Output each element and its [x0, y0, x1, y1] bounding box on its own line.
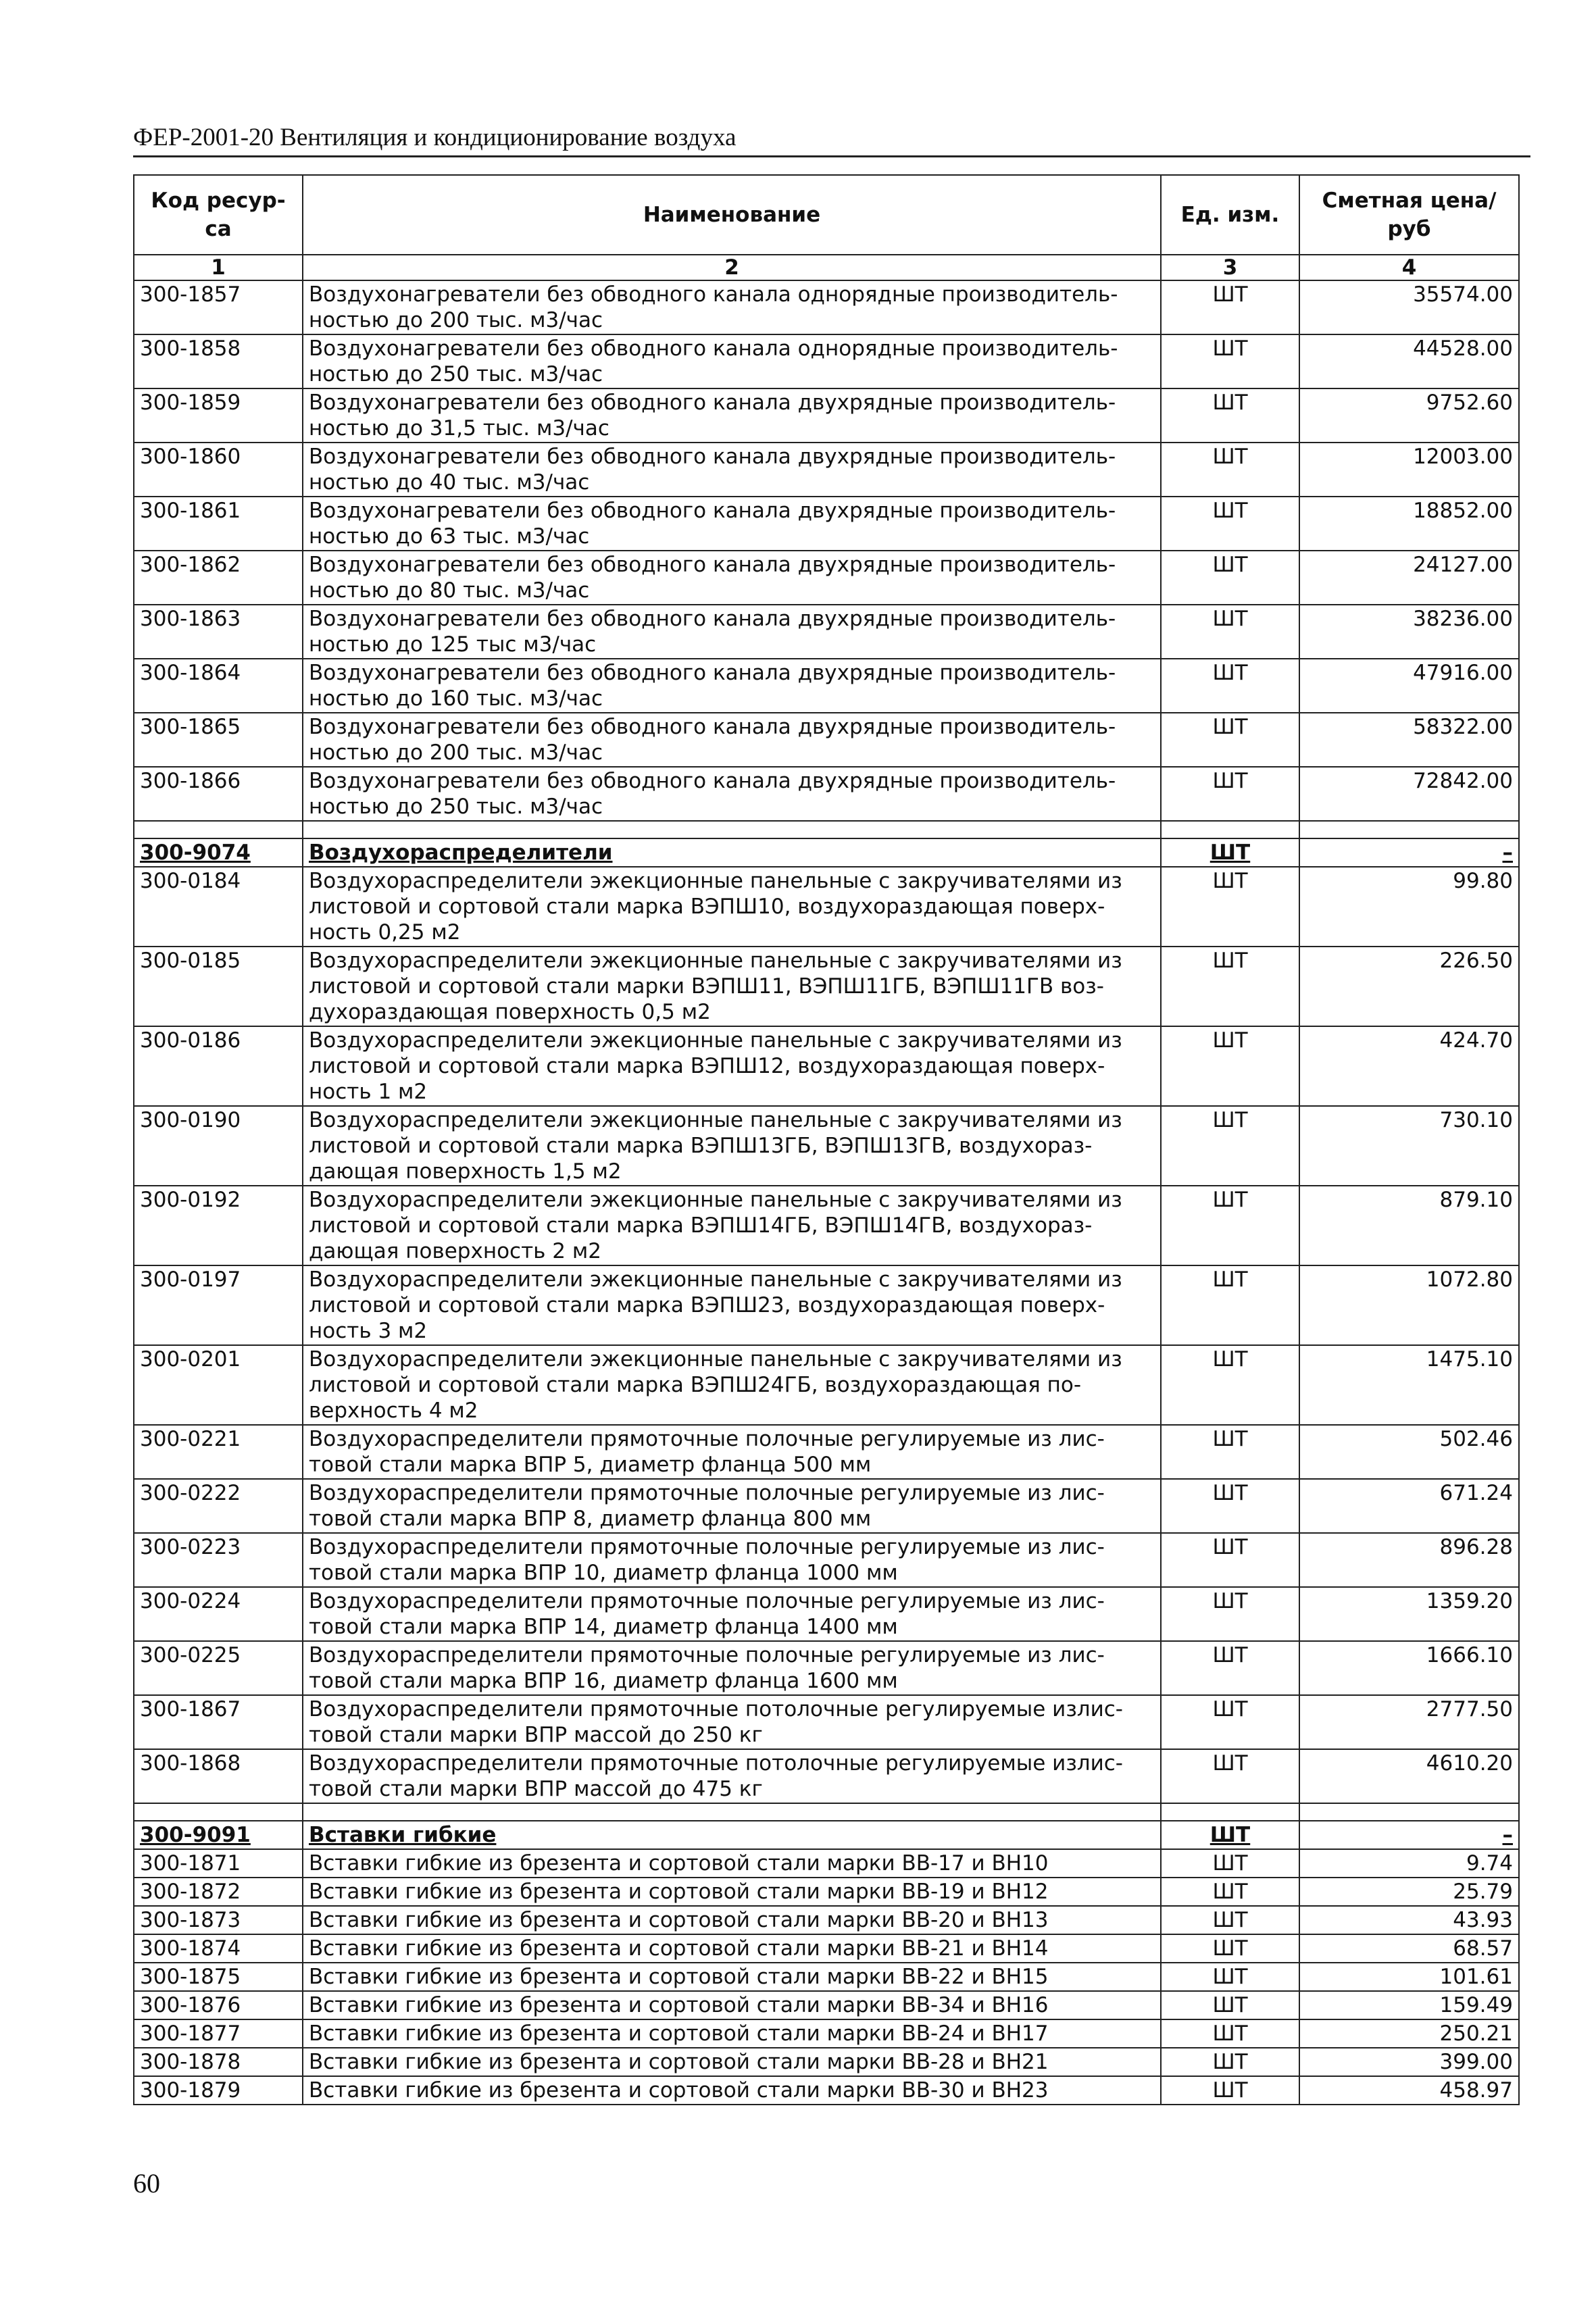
table-row [134, 388, 1519, 443]
unit-cell: ШТ [1161, 947, 1299, 1026]
unit-cell: ШТ [1161, 1878, 1299, 1906]
unit-cell: ШТ [1161, 388, 1299, 443]
code-cell: 300-0197 [134, 1265, 303, 1345]
name-cell: Воздухонагреватели без обводного канала двухрядные производитель-ностью до 31,5 тыс. м3/час [303, 388, 1161, 443]
page-number: 60 [133, 2168, 160, 2198]
group-row [134, 838, 1519, 867]
price-cell: 4610.20 [1299, 1749, 1519, 1803]
code-cell: 300-1857 [134, 280, 303, 334]
name-cell: Вставки гибкие из брезента и сортовой стали марки ВВ-22 и ВН15 [303, 1963, 1161, 1991]
spacer-cell [303, 1803, 1161, 1821]
table-body [134, 280, 1519, 2105]
unit-cell: ШТ [1161, 867, 1299, 947]
unit-cell: ШТ [1161, 1345, 1299, 1425]
table-row [134, 767, 1519, 821]
name-cell: Воздухонагреватели без обводного канала однорядные производитель-ностью до 250 тыс. м3/час [303, 334, 1161, 388]
table-row [134, 947, 1519, 1026]
unit-cell: ШТ [1161, 2048, 1299, 2076]
unit-cell: ШТ [1161, 1695, 1299, 1749]
running-head: ФЕР-2001-20 Вентиляция и кондиционирование воздуха [133, 122, 1530, 157]
unit-cell: ШТ [1161, 280, 1299, 334]
name-cell: Воздухораспределители эжекционные панельные с закручивателями из листовой и сортовой стали марка ВЭПШ23, воздухораздающая поверх-ность 3 м2 [303, 1265, 1161, 1345]
code-cell: 300-0222 [134, 1479, 303, 1533]
unit-cell: ШТ [1161, 1963, 1299, 1991]
spacer-cell [134, 1803, 303, 1821]
name-cell: Вставки гибкие из брезента и сортовой стали марки ВВ-24 и ВН17 [303, 2019, 1161, 2048]
unit-cell: ШТ [1161, 838, 1299, 867]
name-cell: Воздухораспределители прямоточные полочные регулируемые из лис-товой стали марка ВПР 16, диаметр фланца 1600 мм [303, 1641, 1161, 1695]
unit-cell: ШТ [1161, 334, 1299, 388]
name-cell: Воздухораспределители прямоточные потолочные регулируемые излис-товой стали марки ВПР массой до 475 кг [303, 1749, 1161, 1803]
code-cell: 300-1876 [134, 1991, 303, 2019]
name-cell: Воздухонагреватели без обводного канала двухрядные производитель-ностью до 125 тыс м3/час [303, 605, 1161, 659]
name-cell: Воздухораспределители прямоточные полочные регулируемые из лис-товой стали марка ВПР 8, диаметр фланца 800 мм [303, 1479, 1161, 1533]
table-row [134, 1991, 1519, 2019]
price-cell: 896.28 [1299, 1533, 1519, 1587]
table-row [134, 1479, 1519, 1533]
unit-cell: ШТ [1161, 1479, 1299, 1533]
spacer-cell [1161, 1803, 1299, 1821]
header-price: Сметная цена/руб [1299, 175, 1519, 255]
name-cell: Воздухораспределители прямоточные полочные регулируемые из лис-товой стали марка ВПР 10, диаметр фланца 1000 мм [303, 1533, 1161, 1587]
header-unit: Ед. изм. [1161, 175, 1299, 255]
code-cell: 300-0186 [134, 1026, 303, 1106]
price-cell: 101.61 [1299, 1963, 1519, 1991]
price-cell: 2777.50 [1299, 1695, 1519, 1749]
price-cell: 25.79 [1299, 1878, 1519, 1906]
price-cell: 47916.00 [1299, 659, 1519, 713]
code-cell: 300-1877 [134, 2019, 303, 2048]
price-cell: 9752.60 [1299, 388, 1519, 443]
name-cell: Вставки гибкие из брезента и сортовой стали марки ВВ-20 и ВН13 [303, 1906, 1161, 1934]
table-row [134, 1906, 1519, 1934]
name-cell: Воздухораспределители эжекционные панельные с закручивателями из листовой и сортовой стали марка ВЭПШ13ГБ, ВЭПШ13ГВ, воздухораз-дающая поверхность 1,5 м2 [303, 1106, 1161, 1186]
price-cell: 12003.00 [1299, 443, 1519, 497]
table-row [134, 1695, 1519, 1749]
price-cell: 99.80 [1299, 867, 1519, 947]
table-row [134, 443, 1519, 497]
price-cell: 730.10 [1299, 1106, 1519, 1186]
unit-cell: ШТ [1161, 1991, 1299, 2019]
unit-cell: ШТ [1161, 1106, 1299, 1186]
unit-cell: ШТ [1161, 443, 1299, 497]
table-row [134, 1533, 1519, 1587]
price-cell: 399.00 [1299, 2048, 1519, 2076]
code-cell: 300-1862 [134, 551, 303, 605]
code-cell: 300-0221 [134, 1425, 303, 1479]
unit-cell: ШТ [1161, 1849, 1299, 1878]
code-cell: 300-1867 [134, 1695, 303, 1749]
unit-cell: ШТ [1161, 1425, 1299, 1479]
code-cell: 300-1878 [134, 2048, 303, 2076]
unit-cell: ШТ [1161, 1641, 1299, 1695]
name-cell: Воздухонагреватели без обводного канала двухрядные производитель-ностью до 200 тыс. м3/час [303, 713, 1161, 767]
unit-cell: ШТ [1161, 2019, 1299, 2048]
price-cell: 250.21 [1299, 2019, 1519, 2048]
name-cell: Воздухонагреватели без обводного канала двухрядные производитель-ностью до 80 тыс. м3/час [303, 551, 1161, 605]
price-cell: 458.97 [1299, 2076, 1519, 2105]
code-cell: 300-0223 [134, 1533, 303, 1587]
unit-cell: ШТ [1161, 1186, 1299, 1265]
header-name: Наименование [303, 175, 1161, 255]
spacer-cell [1299, 1803, 1519, 1821]
price-cell: 1359.20 [1299, 1587, 1519, 1641]
code-cell: 300-0192 [134, 1186, 303, 1265]
table-row [134, 1749, 1519, 1803]
spacer-row [134, 821, 1519, 838]
unit-cell: ШТ [1161, 767, 1299, 821]
code-cell: 300-0190 [134, 1106, 303, 1186]
code-cell: 300-0184 [134, 867, 303, 947]
price-cell: 226.50 [1299, 947, 1519, 1026]
name-cell: Вставки гибкие из брезента и сортовой стали марки ВВ-19 и ВН12 [303, 1878, 1161, 1906]
code-cell: 300-1860 [134, 443, 303, 497]
table-row [134, 713, 1519, 767]
group-row [134, 1821, 1519, 1849]
name-cell: Воздухонагреватели без обводного канала однорядные производитель-ностью до 200 тыс. м3/час [303, 280, 1161, 334]
price-cell: 68.57 [1299, 1934, 1519, 1963]
name-cell: Воздухораспределители [303, 838, 1161, 867]
code-cell: 300-1859 [134, 388, 303, 443]
spacer-cell [1161, 821, 1299, 838]
price-cell: 72842.00 [1299, 767, 1519, 821]
code-cell: 300-1874 [134, 1934, 303, 1963]
name-cell: Воздухонагреватели без обводного канала двухрядные производитель-ностью до 63 тыс. м3/час [303, 497, 1161, 551]
table-row [134, 1849, 1519, 1878]
spacer-cell [134, 821, 303, 838]
name-cell: Воздухораспределители прямоточные полочные регулируемые из лис-товой стали марка ВПР 14, диаметр фланца 1400 мм [303, 1587, 1161, 1641]
price-cell: 24127.00 [1299, 551, 1519, 605]
price-cell: 18852.00 [1299, 497, 1519, 551]
code-cell: 300-9091 [134, 1821, 303, 1849]
name-cell: Воздухораспределители прямоточные потолочные регулируемые излис-товой стали марки ВПР массой до 250 кг [303, 1695, 1161, 1749]
unit-cell: ШТ [1161, 1906, 1299, 1934]
resource-price-table [133, 174, 1520, 2105]
table-row [134, 605, 1519, 659]
column-number: 3 [1161, 255, 1299, 280]
unit-cell: ШТ [1161, 551, 1299, 605]
unit-cell: ШТ [1161, 713, 1299, 767]
price-cell: 1666.10 [1299, 1641, 1519, 1695]
price-cell: 43.93 [1299, 1906, 1519, 1934]
table-header [134, 175, 1519, 280]
unit-cell: ШТ [1161, 497, 1299, 551]
code-cell: 300-1868 [134, 1749, 303, 1803]
price-cell: 44528.00 [1299, 334, 1519, 388]
spacer-cell [303, 821, 1161, 838]
code-cell: 300-0225 [134, 1641, 303, 1695]
name-cell: Воздухораспределители прямоточные полочные регулируемые из лис-товой стали марка ВПР 5, диаметр фланца 500 мм [303, 1425, 1161, 1479]
table-row [134, 2048, 1519, 2076]
price-cell: 879.10 [1299, 1186, 1519, 1265]
code-cell: 300-1872 [134, 1878, 303, 1906]
unit-cell: ШТ [1161, 1749, 1299, 1803]
price-cell: 38236.00 [1299, 605, 1519, 659]
unit-cell: ШТ [1161, 1026, 1299, 1106]
code-cell: 300-1864 [134, 659, 303, 713]
name-cell: Вставки гибкие из брезента и сортовой стали марки ВВ-34 и ВН16 [303, 1991, 1161, 2019]
code-cell: 300-1863 [134, 605, 303, 659]
table-row [134, 1026, 1519, 1106]
name-cell: Воздухонагреватели без обводного канала двухрядные производитель-ностью до 160 тыс. м3/час [303, 659, 1161, 713]
table-row [134, 1878, 1519, 1906]
price-cell: 9.74 [1299, 1849, 1519, 1878]
table-row [134, 280, 1519, 334]
table-row [134, 1963, 1519, 1991]
table-row [134, 551, 1519, 605]
table-row [134, 1186, 1519, 1265]
spacer-row [134, 1803, 1519, 1821]
name-cell: Воздухораспределители эжекционные панельные с закручивателями из листовой и сортовой стали марка ВЭПШ14ГБ, ВЭПШ14ГВ, воздухораз-дающая поверхность 2 м2 [303, 1186, 1161, 1265]
table-row [134, 1587, 1519, 1641]
price-cell: 671.24 [1299, 1479, 1519, 1533]
code-cell: 300-1861 [134, 497, 303, 551]
column-number: 4 [1299, 255, 1519, 280]
header-row [134, 175, 1519, 255]
code-cell: 300-1866 [134, 767, 303, 821]
table-row [134, 1425, 1519, 1479]
price-cell: 1072.80 [1299, 1265, 1519, 1345]
code-cell: 300-0201 [134, 1345, 303, 1425]
name-cell: Воздухораспределители эжекционные панельные с закручивателями из листовой и сортовой стали марка ВЭПШ24ГБ, воздухораздающая по-верхность 4 м2 [303, 1345, 1161, 1425]
spacer-cell [1299, 821, 1519, 838]
code-cell: 300-0185 [134, 947, 303, 1026]
price-cell: 159.49 [1299, 1991, 1519, 2019]
table-row [134, 1934, 1519, 1963]
unit-cell: ШТ [1161, 1265, 1299, 1345]
name-cell: Вставки гибкие из брезента и сортовой стали марки ВВ-17 и ВН10 [303, 1849, 1161, 1878]
name-cell: Воздухораспределители эжекционные панельные с закручивателями из листовой и сортовой стали марка ВЭПШ12, воздухораздающая поверх-ность 1 м2 [303, 1026, 1161, 1106]
table-row [134, 497, 1519, 551]
table-row [134, 1345, 1519, 1425]
table-row [134, 659, 1519, 713]
table-row [134, 2076, 1519, 2105]
code-cell: 300-1879 [134, 2076, 303, 2105]
code-cell: 300-1875 [134, 1963, 303, 1991]
code-cell: 300-1865 [134, 713, 303, 767]
table-row [134, 1106, 1519, 1186]
price-cell: 1475.10 [1299, 1345, 1519, 1425]
name-cell: Вставки гибкие из брезента и сортовой стали марки ВВ-30 и ВН23 [303, 2076, 1161, 2105]
code-cell: 300-1871 [134, 1849, 303, 1878]
unit-cell: ШТ [1161, 1587, 1299, 1641]
unit-cell: ШТ [1161, 1533, 1299, 1587]
price-cell: – [1299, 1821, 1519, 1849]
code-cell: 300-0224 [134, 1587, 303, 1641]
column-number: 1 [134, 255, 303, 280]
price-cell: – [1299, 838, 1519, 867]
unit-cell: ШТ [1161, 2076, 1299, 2105]
price-cell: 35574.00 [1299, 280, 1519, 334]
header-code: Код ресур-са [134, 175, 303, 255]
price-cell: 502.46 [1299, 1425, 1519, 1479]
table-row [134, 1641, 1519, 1695]
unit-cell: ШТ [1161, 659, 1299, 713]
column-number: 2 [303, 255, 1161, 280]
unit-cell: ШТ [1161, 605, 1299, 659]
name-cell: Воздухораспределители эжекционные панельные с закручивателями из листовой и сортовой стали марки ВЭПШ11, ВЭПШ11ГБ, ВЭПШ11ГВ воз-духораздающая поверхность 0,5 м2 [303, 947, 1161, 1026]
code-cell: 300-9074 [134, 838, 303, 867]
unit-cell: ШТ [1161, 1821, 1299, 1849]
price-cell: 58322.00 [1299, 713, 1519, 767]
table-row [134, 867, 1519, 947]
code-cell: 300-1858 [134, 334, 303, 388]
code-cell: 300-1873 [134, 1906, 303, 1934]
name-cell: Вставки гибкие из брезента и сортовой стали марки ВВ-21 и ВН14 [303, 1934, 1161, 1963]
unit-cell: ШТ [1161, 1934, 1299, 1963]
table-row [134, 334, 1519, 388]
name-cell: Вставки гибкие из брезента и сортовой стали марки ВВ-28 и ВН21 [303, 2048, 1161, 2076]
table-row [134, 1265, 1519, 1345]
name-cell: Вставки гибкие [303, 1821, 1161, 1849]
name-cell: Воздухораспределители эжекционные панельные с закручивателями из листовой и сортовой стали марка ВЭПШ10, воздухораздающая поверх-ность 0,25 м2 [303, 867, 1161, 947]
name-cell: Воздухонагреватели без обводного канала двухрядные производитель-ностью до 40 тыс. м3/час [303, 443, 1161, 497]
column-number-row [134, 255, 1519, 280]
name-cell: Воздухонагреватели без обводного канала двухрядные производитель-ностью до 250 тыс. м3/час [303, 767, 1161, 821]
price-cell: 424.70 [1299, 1026, 1519, 1106]
table-row [134, 2019, 1519, 2048]
